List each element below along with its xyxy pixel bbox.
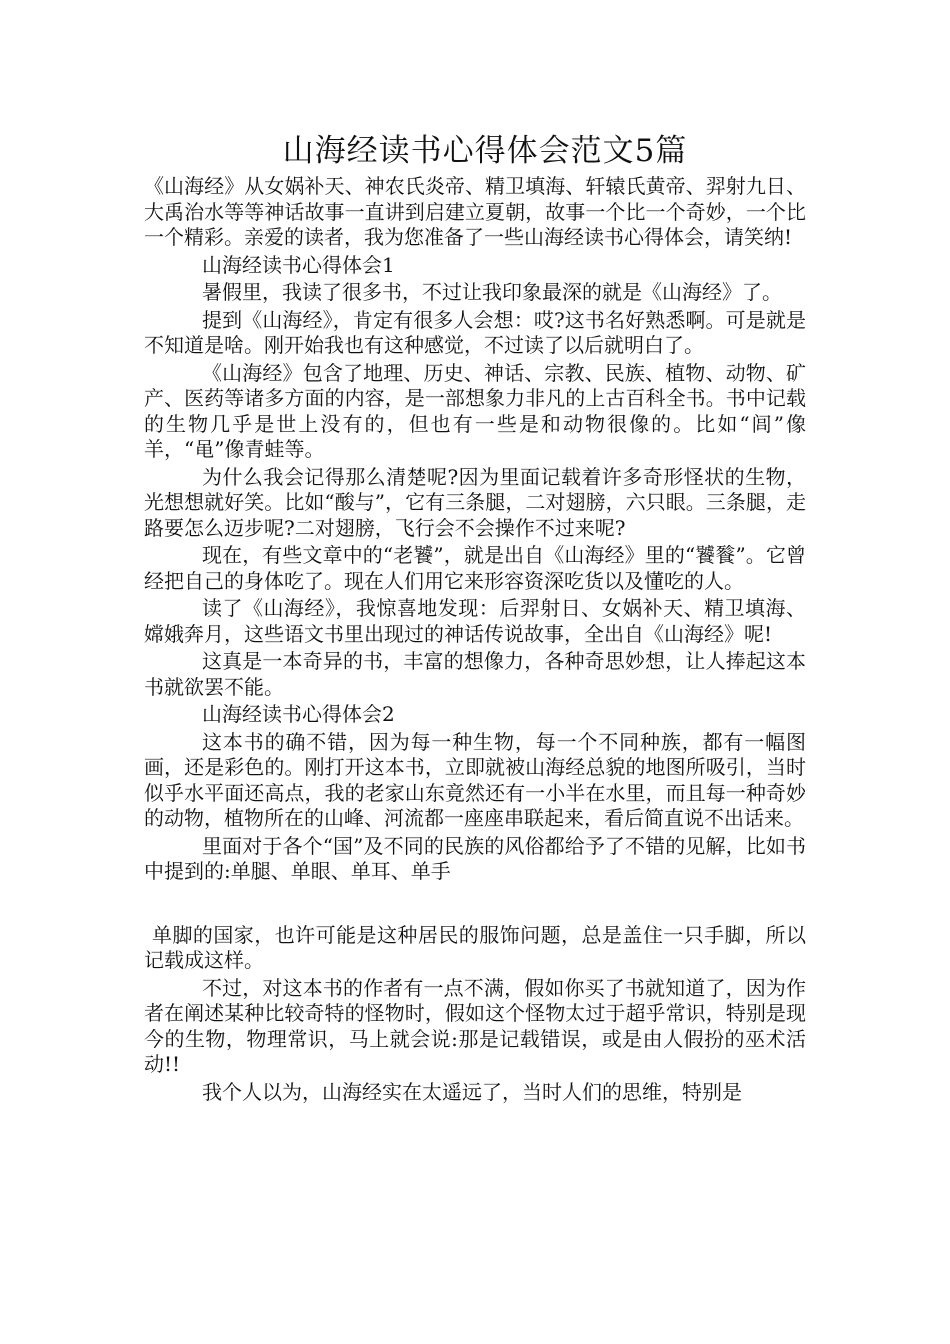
- intro-paragraph: 《山海经》从女娲补天、神农氏炎帝、精卫填海、轩辕氏黄帝、羿射九日、大禹治水等等神话故事一直讲到启建立夏朝，故事一个比一个奇妙，一个比一个精彩。亲爱的读者，我为您准备了一些山海经读书心得体会，请笑纳!: [144, 174, 806, 249]
- document-page: [144, 128, 806, 1107]
- section-2-continuation: 单脚的国家，也许可能是这种居民的服饰问题，总是盖住一只手脚，所以记载成这样。: [144, 922, 806, 972]
- section-1-heading: 山海经读书心得体会1: [202, 252, 395, 277]
- section-1-paragraph: 暑假里，我读了很多书，不过让我印象最深的就是《山海经》了。: [202, 280, 782, 304]
- document-title: 山海经读书心得体会范文5篇: [282, 133, 688, 169]
- section-2-paragraph: 里面对于各个“国”及不同的民族的风俗都给予了不错的见解，比如书中提到的:单腿、单眼、单耳、单手: [144, 833, 806, 883]
- section-1-paragraph: 为什么我会记得那么清楚呢?因为里面记载着许多奇形怪状的生物，光想想就好笑。比如“酸与”，它有三条腿，二对翅膀，六只眼。三条腿，走路要怎么迈步呢?二对翅膀，飞行会不会操作不过来呢?: [144, 464, 806, 540]
- section-1-paragraph: 现在，有些文章中的“老饕”，就是出自《山海经》里的“饕餮”。它曾经把自己的身体吃了。现在人们用它来形容资深吃货以及懂吃的人。: [144, 543, 806, 593]
- section-1-paragraph: 这真是一本奇异的书，丰富的想像力，各种奇思妙想，让人捧起这本书就欲罢不能。: [144, 649, 806, 699]
- section-2-heading: 山海经读书心得体会2: [202, 702, 395, 726]
- section-1-paragraph: 《山海经》包含了地理、历史、神话、宗教、民族、植物、动物、矿产、医药等诸多方面的内容，是一部想象力非凡的上古百科全书。书中记载的生物几乎是世上没有的，但也有一些是和动物很像的。比如“闾”像羊，“黾”像青蛙等。: [144, 360, 806, 461]
- section-2-paragraph: 这本书的确不错，因为每一种生物，每一个不同种族，都有一幅图画，还是彩色的。刚打开这本书，立即就被山海经总貌的地图所吸引，当时似乎水平面还高点，我的老家山东竟然还有一小半在水里，而且每一种奇妙的动物，植物所在的山峰、河流都一座座串联起来，看后简直说不出话来。: [144, 729, 806, 830]
- section-2-paragraph: 我个人以为，山海经实在太遥远了，当时人们的思维，特别是: [202, 1079, 742, 1104]
- section-1-paragraph: 提到《山海经》，肯定有很多人会想：哎?这书名好熟悉啊。可是就是不知道是啥。刚开始我也有这种感觉，不过读了以后就明白了。: [144, 307, 806, 357]
- paragraph-gap: [144, 887, 806, 923]
- section-2-paragraph: 不过，对这本书的作者有一点不满，假如你买了书就知道了，因为作者在阐述某种比较奇特的怪物时，假如这个怪物太过于超乎常识，特别是现今的生物，物理常识，马上就会说:那是记载错误，或是由人假扮的巫术活动!!: [144, 975, 806, 1076]
- section-1-paragraph: 读了《山海经》，我惊喜地发现：后羿射日、女娲补天、精卫填海、嫦娥奔月，这些语文书里出现过的神话传说故事，全出自《山海经》呢!: [144, 596, 806, 646]
